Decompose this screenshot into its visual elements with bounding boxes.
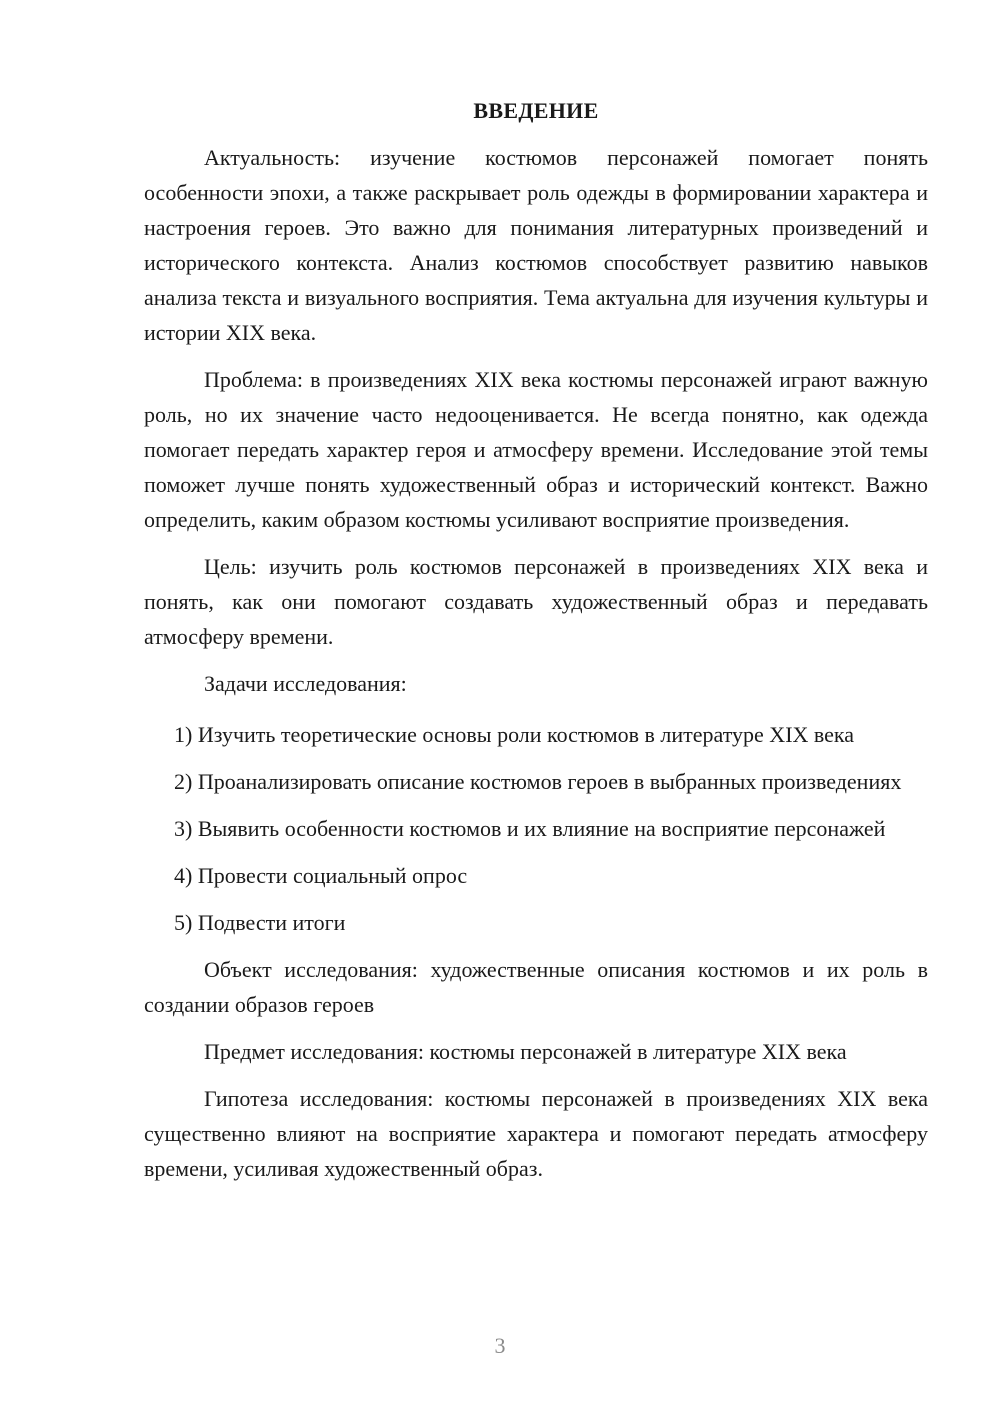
paragraph-object: Объект исследования: художественные описания костюмов и их роль в создании образов героев — [144, 957, 928, 1017]
task-item-5: 5) Подвести итоги — [174, 910, 346, 935]
task-item-4: 4) Провести социальный опрос — [174, 863, 468, 888]
paragraph-hypothesis: Гипотеза исследования: костюмы персонажей в произведениях XIX века существенно влияют на восприятие характера и помогают передать атмосферу времени, усиливая художественный образ. — [144, 1086, 928, 1181]
document-page — [144, 93, 928, 1186]
section-title: ВВЕДЕНИЕ — [473, 98, 599, 123]
tasks-heading: Задачи исследования: — [204, 671, 407, 696]
task-item-3: 3) Выявить особенности костюмов и их влияние на восприятие персонажей — [174, 816, 886, 841]
paragraph-relevance: Актуальность: изучение костюмов персонажей помогает понять особенности эпохи, а также раскрывает роль одежды в формировании характера и настроения героев. Это важно для понимания литературных произведений и исторического контекста. Анализ костюмов способствует развитию навыков анализа текста и визуального восприятия. Тема актуальна для изучения культуры и истории XIX века. — [144, 145, 928, 345]
paragraph-problem: Проблема: в произведениях XIX века костюмы персонажей играют важную роль, но их значение часто недооценивается. Не всегда понятно, как одежда помогает передать характер героя и атмосферу времени. Исследование этой темы поможет лучше понять художественный образ и исторический контекст. Важно определить, каким образом костюмы усиливают восприятие произведения. — [144, 367, 928, 532]
task-item-2: 2) Проанализировать описание костюмов героев в выбранных произведениях — [174, 769, 902, 794]
paragraph-goal: Цель: изучить роль костюмов персонажей в произведениях XIX века и понять, как они помогают создавать художественный образ и передавать атмосферу времени. — [144, 554, 928, 649]
paragraph-subject: Предмет исследования: костюмы персонажей в литературе XIX века — [204, 1039, 847, 1064]
page-number: 3 — [494, 1333, 506, 1358]
task-item-1: 1) Изучить теоретические основы роли костюмов в литературе XIX века — [174, 722, 855, 747]
